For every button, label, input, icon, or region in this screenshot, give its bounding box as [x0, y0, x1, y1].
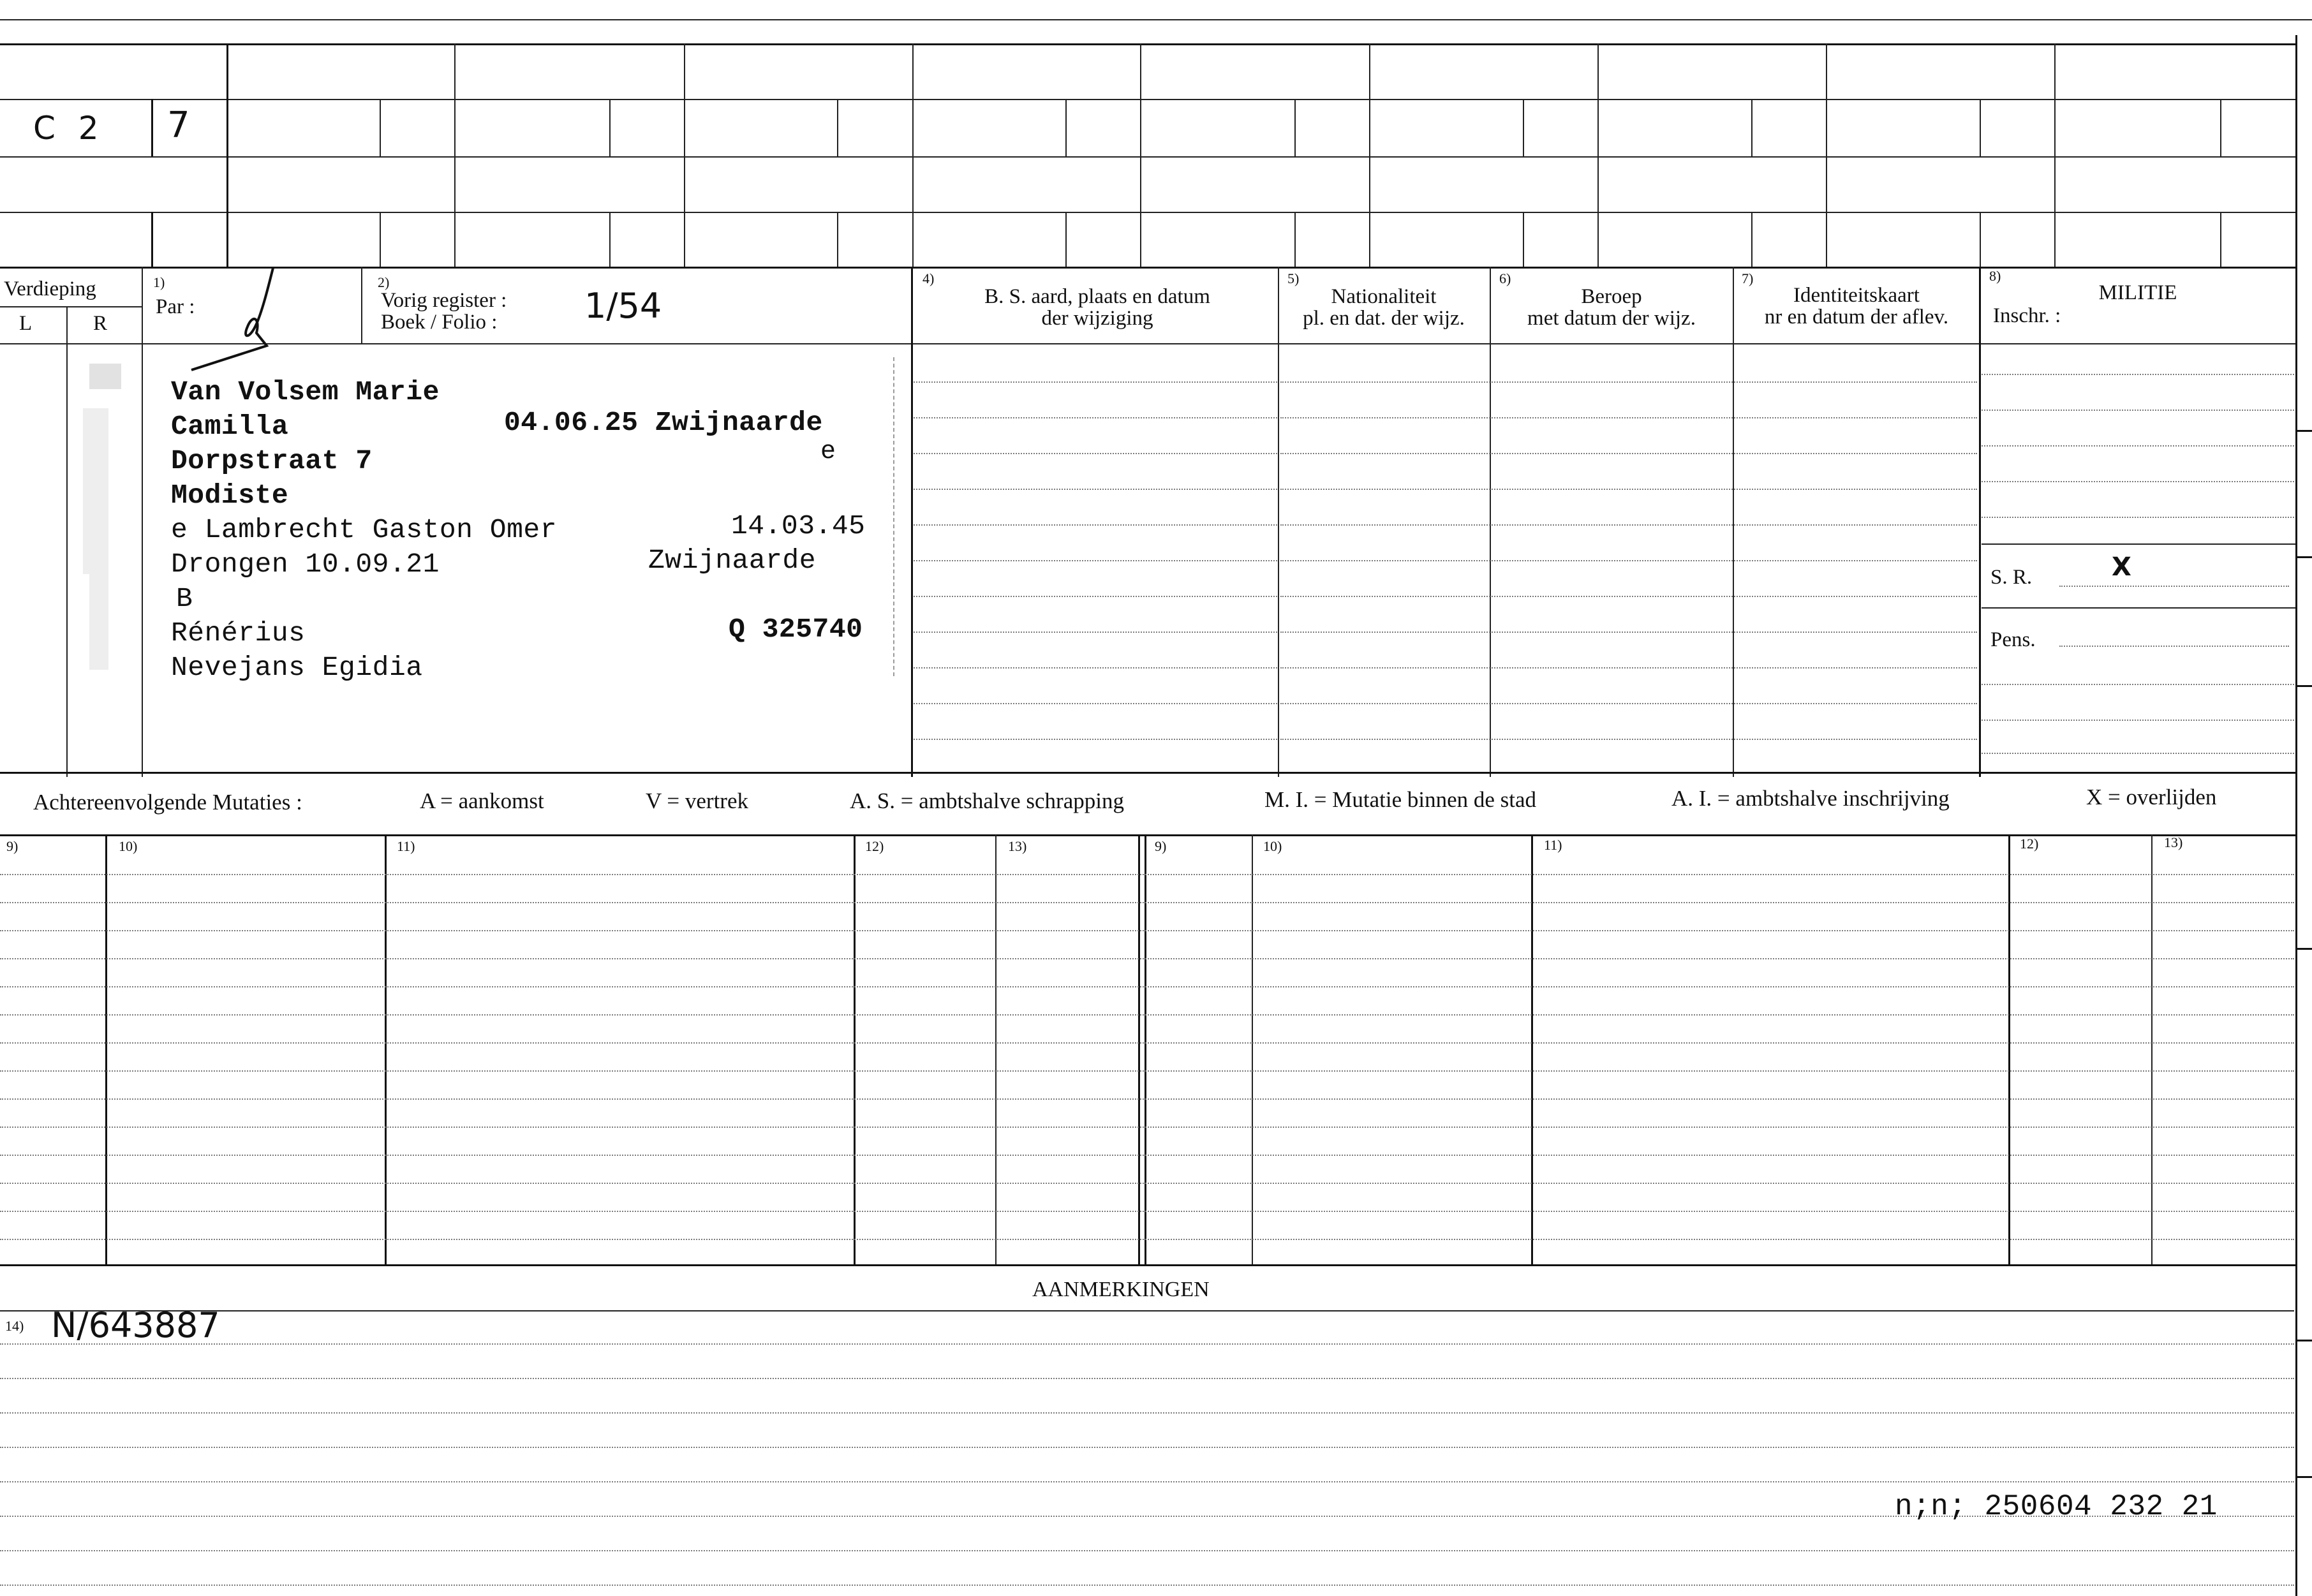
marriage-place: Zwijnaarde — [648, 545, 817, 576]
grid-subdivider — [609, 212, 611, 267]
rule — [0, 1239, 2294, 1240]
grid-subdivider — [1751, 99, 1753, 156]
rule — [0, 1014, 2294, 1016]
rule — [914, 381, 1277, 383]
col-r-label: R — [93, 312, 108, 335]
grid-subdivider — [1980, 99, 1981, 156]
rule — [0, 1211, 2294, 1212]
mutation-col-9: 9) — [6, 838, 19, 854]
rule — [0, 902, 2294, 903]
rule — [914, 703, 1277, 704]
legend-vertrek: V = vertrek — [646, 788, 748, 813]
mutation-col-divider — [2008, 834, 2010, 1266]
mutation-col-13: 13) — [1008, 838, 1027, 854]
person-address: Dorpstraat 7 — [171, 445, 373, 477]
rule — [0, 1127, 2294, 1128]
rule — [1280, 703, 1977, 704]
mutation-col-divider — [1252, 834, 1253, 1266]
beroep-number: 6) — [1499, 270, 1511, 286]
mutations-title: Achtereenvolgende Mutaties : — [33, 790, 302, 815]
grid-divider — [1597, 43, 1599, 267]
column-divider — [1979, 267, 1981, 777]
grid-subdivider — [151, 212, 153, 267]
verdieping-line — [0, 306, 142, 307]
legend-aankomst: A = aankomst — [420, 788, 544, 813]
grid-divider — [1140, 43, 1141, 267]
rule — [1280, 417, 1977, 418]
person-name: Van Volsem Marie — [171, 376, 440, 408]
rule — [1982, 684, 2294, 685]
grid-subdivider — [837, 212, 838, 267]
militie-title: MILITIE — [2098, 281, 2177, 304]
rule — [1280, 453, 1977, 454]
person-divider — [911, 267, 913, 777]
rule — [1982, 410, 2294, 411]
remarks-number: 14) — [5, 1318, 24, 1334]
militia-line — [1982, 607, 2295, 609]
grid-divider — [226, 43, 228, 267]
mutation-col-11: 11) — [397, 838, 415, 854]
pens-rule — [2059, 646, 2289, 647]
mutation-col-divider — [995, 834, 997, 1266]
nat-label-line1: Nationaliteit — [1331, 285, 1437, 308]
grid-subdivider — [1294, 99, 1296, 156]
bs-label-line2: der wijziging — [1041, 307, 1153, 330]
mutation-col-12b: 12) — [2020, 836, 2039, 852]
rule — [0, 874, 2294, 875]
mutation-col-divider — [2151, 834, 2153, 1266]
grid-divider — [912, 43, 914, 267]
mark-e: e — [820, 438, 836, 466]
margin-tick — [2297, 948, 2312, 950]
mutation-col-9b: 9) — [1155, 838, 1167, 854]
rule — [0, 986, 2294, 987]
par-label: Par : — [156, 295, 195, 318]
rule — [0, 1343, 2294, 1345]
rule — [0, 1098, 2294, 1100]
spouse-birth: Drongen 10.09.21 — [171, 549, 440, 580]
grid-subdivider — [380, 99, 381, 156]
scan-noise — [89, 364, 121, 389]
scan-noise — [83, 408, 108, 574]
rule — [0, 1070, 2294, 1072]
sr-value: X — [2112, 552, 2131, 582]
register-divider — [361, 267, 362, 343]
rule — [1982, 753, 2294, 754]
legend-schrapping: A. S. = ambtshalve schrapping — [850, 788, 1124, 813]
grid-divider — [2054, 43, 2056, 267]
rule — [0, 1378, 2294, 1379]
rule — [914, 632, 1277, 633]
rule — [0, 1447, 2294, 1448]
boek-folio-label: Boek / Folio : — [381, 311, 498, 334]
mutation-col-divider — [105, 834, 107, 1266]
spouse-name: e Lambrecht Gaston Omer — [171, 514, 557, 545]
rule — [1982, 481, 2294, 482]
person-block-edge — [893, 357, 894, 676]
grid-bottom-line — [0, 267, 2297, 269]
register-value: 1/54 — [584, 286, 662, 326]
rule — [1280, 739, 1977, 740]
id-card-number: Q 325740 — [729, 614, 863, 645]
rule — [914, 596, 1277, 597]
footer-code: n;n; 250604 232 21 — [1895, 1490, 2218, 1523]
verdieping-label: Verdieping — [4, 277, 96, 300]
rule — [914, 667, 1277, 669]
bs-number: 4) — [923, 270, 935, 286]
rule — [1982, 374, 2294, 375]
rule — [0, 1412, 2294, 1414]
verdieping-divider — [142, 267, 143, 777]
grid-subdivider — [1065, 99, 1067, 156]
rule — [1280, 596, 1977, 597]
mutation-col-divider — [1138, 834, 1140, 1266]
person-nationality-code: B — [176, 583, 193, 614]
grid-subdivider — [1980, 212, 1981, 267]
nat-number: 5) — [1287, 270, 1300, 286]
grid-line — [0, 156, 2297, 158]
rule — [0, 958, 2294, 959]
mutation-col-13b: 13) — [2164, 834, 2183, 850]
remarks-value: N/643887 — [51, 1305, 220, 1345]
id-number: 7) — [1742, 270, 1754, 286]
grid-subdivider — [2220, 99, 2221, 156]
legend-mutatie: M. I. = Mutatie binnen de stad — [1264, 787, 1537, 812]
id-label-line1: Identiteitskaart — [1793, 284, 1920, 307]
mutation-col-12: 12) — [865, 838, 884, 854]
grid-subdivider — [1294, 212, 1296, 267]
grid-subdivider — [1065, 212, 1067, 267]
rule — [1280, 667, 1977, 669]
register-number: 2) — [378, 274, 390, 290]
marriage-date: 14.03.45 — [731, 510, 866, 542]
nat-label-line2: pl. en dat. der wijz. — [1303, 307, 1465, 330]
mutation-col-divider — [1145, 834, 1146, 1266]
rule — [0, 1481, 2294, 1482]
rule — [1280, 560, 1977, 561]
rule — [1280, 381, 1977, 383]
grid-divider — [454, 43, 456, 267]
section-line — [0, 772, 2295, 774]
sr-rule — [2059, 586, 2289, 587]
grid-subdivider — [837, 99, 838, 156]
grid-subdivider — [1751, 212, 1753, 267]
mother-name: Nevejans Egidia — [171, 652, 423, 683]
rule — [0, 930, 2294, 931]
card-series: C 2 — [33, 110, 105, 147]
rule — [0, 1550, 2294, 1551]
grid-subdivider — [1523, 212, 1524, 267]
rule — [0, 1155, 2294, 1156]
mutation-col-11b: 11) — [1544, 837, 1562, 853]
rule — [0, 1042, 2294, 1044]
grid-subdivider — [609, 99, 611, 156]
grid-line — [0, 99, 2297, 100]
card-number: 7 — [167, 105, 190, 146]
grid-divider — [1369, 43, 1370, 267]
mutation-col-divider — [1531, 834, 1533, 1266]
mutations-top-line — [0, 834, 2295, 836]
rule — [0, 1585, 2294, 1586]
col-l-label: L — [19, 312, 33, 335]
rule — [914, 739, 1277, 740]
birth-date-place: 04.06.25 Zwijnaarde — [504, 407, 823, 438]
mutation-col-divider — [385, 834, 387, 1266]
rule — [914, 453, 1277, 454]
pens-label: Pens. — [1990, 628, 2036, 651]
father-name: Rénérius — [171, 617, 306, 649]
beroep-label-line1: Beroep — [1581, 285, 1642, 308]
rule — [1982, 720, 2294, 721]
militie-number: 8) — [1989, 268, 2001, 284]
rule — [914, 489, 1277, 490]
grid-divider — [684, 43, 685, 267]
rule — [1280, 489, 1977, 490]
register-label: Vorig register : — [381, 289, 507, 312]
margin-tick — [2297, 1476, 2312, 1478]
margin-tick — [2297, 1340, 2312, 1341]
column-divider — [1490, 267, 1491, 777]
remarks-header-line — [0, 1310, 2294, 1312]
grid-subdivider — [151, 99, 153, 156]
legend-overlijden: X = overlijden — [2086, 785, 2217, 809]
rule — [0, 1183, 2294, 1184]
beroep-label-line2: met datum der wijz. — [1527, 307, 1696, 330]
rule — [914, 524, 1277, 526]
margin-tick — [2297, 685, 2312, 687]
mutation-col-10: 10) — [119, 838, 138, 854]
scan-noise — [89, 574, 108, 670]
mutation-col-divider — [854, 834, 856, 1266]
rule — [1280, 524, 1977, 526]
grid-subdivider — [2220, 212, 2221, 267]
id-label-line2: nr en datum der aflev. — [1764, 306, 1949, 329]
legend-inschrijving: A. I. = ambtshalve inschrijving — [1671, 786, 1950, 811]
rule — [914, 417, 1277, 418]
inschr-label: Inschr. : — [1993, 304, 2061, 327]
top-edge-line — [0, 19, 2312, 20]
remarks-title: AANMERKINGEN — [1032, 1278, 1210, 1301]
sr-label: S. R. — [1990, 566, 2033, 589]
grid-divider — [1826, 43, 1827, 267]
bs-label-line1: B. S. aard, plaats en datum — [984, 285, 1210, 308]
person-given-name: Camilla — [171, 411, 289, 442]
mutation-col-10b: 10) — [1263, 838, 1282, 854]
column-divider — [1278, 267, 1279, 777]
rule — [914, 560, 1277, 561]
rule — [1280, 632, 1977, 633]
grid-line — [0, 212, 2297, 213]
par-number: 1) — [153, 274, 165, 290]
militia-line — [1982, 543, 2295, 545]
margin-tick — [2297, 556, 2312, 558]
grid-subdivider — [1523, 99, 1524, 156]
rule — [1982, 517, 2294, 518]
rule — [1982, 445, 2294, 447]
grid-top-line — [0, 43, 2297, 45]
header-bottom-line — [0, 343, 2295, 344]
grid-subdivider — [380, 212, 381, 267]
column-divider — [1733, 267, 1734, 777]
remarks-top-line — [0, 1264, 2295, 1266]
lr-divider — [66, 306, 68, 777]
par-handwritten-mark — [179, 263, 287, 378]
person-occupation: Modiste — [171, 480, 289, 511]
margin-tick — [2297, 430, 2312, 432]
card-right-border — [2295, 35, 2297, 1596]
